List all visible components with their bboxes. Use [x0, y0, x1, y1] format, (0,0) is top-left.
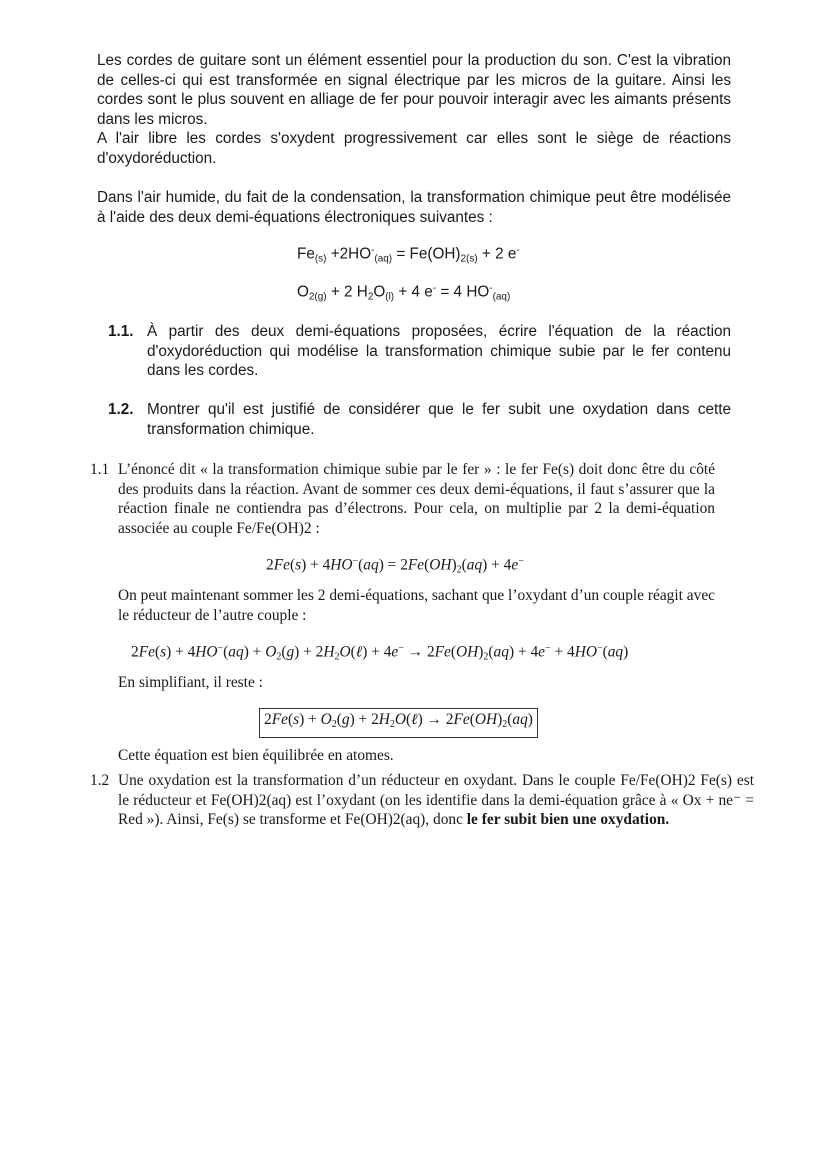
intro-paragraph-2: A l'air libre les cordes s'oxydent progressivement car elles sont le siège de réactions d'oxydoréduction. — [97, 130, 731, 167]
equation-doubled: $2Fe(s) + 4HO^-(aq) = 2Fe(OH)_2(aq) + 4e^-$ — [266, 556, 524, 576]
question-number: 1.1. — [108, 323, 134, 340]
answer-simplify: En simplifiant, il reste : — [118, 674, 263, 691]
answer-sum-text: On peut maintenant sommer les 2 demi-équations, sachant que l’oxydant d’un couple réagit avec le réducteur de l’autre couple : — [118, 587, 715, 624]
answer-conclusion: le fer subit bien une oxydation. — [466, 811, 670, 828]
answer-number: 1.1 — [90, 461, 110, 478]
equation-final-boxed: $2Fe(s) + O_2(g)$ + $2H_2O(\ell) \to 2Fe(OH)_2(aq)$ — [259, 708, 538, 738]
half-equation-iron: $Fe_{(s)} +2HO^-_{(aq)} = Fe(OH)_{2(s)} + 2$ e- — [297, 245, 520, 265]
question-text: Montrer qu'il est justifié de considérer que le fer subit une oxydation dans cette transformation chimique. — [147, 401, 731, 438]
answer-number: 1.2 — [90, 772, 110, 789]
answer-text — [118, 771, 754, 830]
answer-body: Une oxydation est la transformation d’un réducteur en oxydant. Dans le couple Fe/Fe(OH)2 Fe(s) est le réducteur et Fe(OH)2(aq) est l’oxydant (on les identifie dans la demi-équation grâce à « Ox + ne⁻ = Red »). Ainsi, Fe(s) se transforme et Fe(OH)2(aq), donc — [118, 772, 754, 828]
equation-sum: $2Fe(s) + 4HO^-(aq) + O_2(g)$ + $2H_2O(\ell) + 4e^- \to 2Fe(OH)_2(aq) + 4e^- + 4HO^-(aq)$ — [131, 643, 629, 663]
question-text: À partir des deux demi-équations proposées, écrire l'équation de la réaction d'oxydoréduction qui modélise la transformation chimique subie par le fer contenu dans les cordes. — [147, 323, 731, 379]
answer-intro: L’énoncé dit « la transformation chimique subie par le fer » : le fer Fe(s) doit donc être du côté des produits dans la réaction. Avant de sommer ces deux demi-équations, il faut s’assurer que la réaction finale ne contiendra pas d’électrons. Pour cela, on multiplie par 2 la demi-équation associée au couple Fe/Fe(OH)2 : — [118, 461, 715, 537]
answer-balanced: Cette équation est bien équilibrée en atomes. — [118, 747, 394, 764]
half-equation-oxygen: $O_{2(g)} + 2$ $H_2O_{(l)} + 4$ e- = 4 $HO^-_{(aq)}$ — [297, 283, 511, 303]
intro-paragraph-3: Dans l'air humide, du fait de la condensation, la transformation chimique peut être modélisée à l'aide des deux demi-équations électroniques suivantes : — [97, 189, 731, 226]
question-number: 1.2. — [108, 401, 134, 418]
intro-paragraph-1: Les cordes de guitare sont un élément essentiel pour la production du son. C'est la vibration de celles-ci qui est transformée en signal électrique par les micros de la guitare. Ainsi les cordes sont le plus souvent en alliage de fer pour pouvoir interagir avec les aimants présents dans les micros. — [97, 52, 731, 128]
